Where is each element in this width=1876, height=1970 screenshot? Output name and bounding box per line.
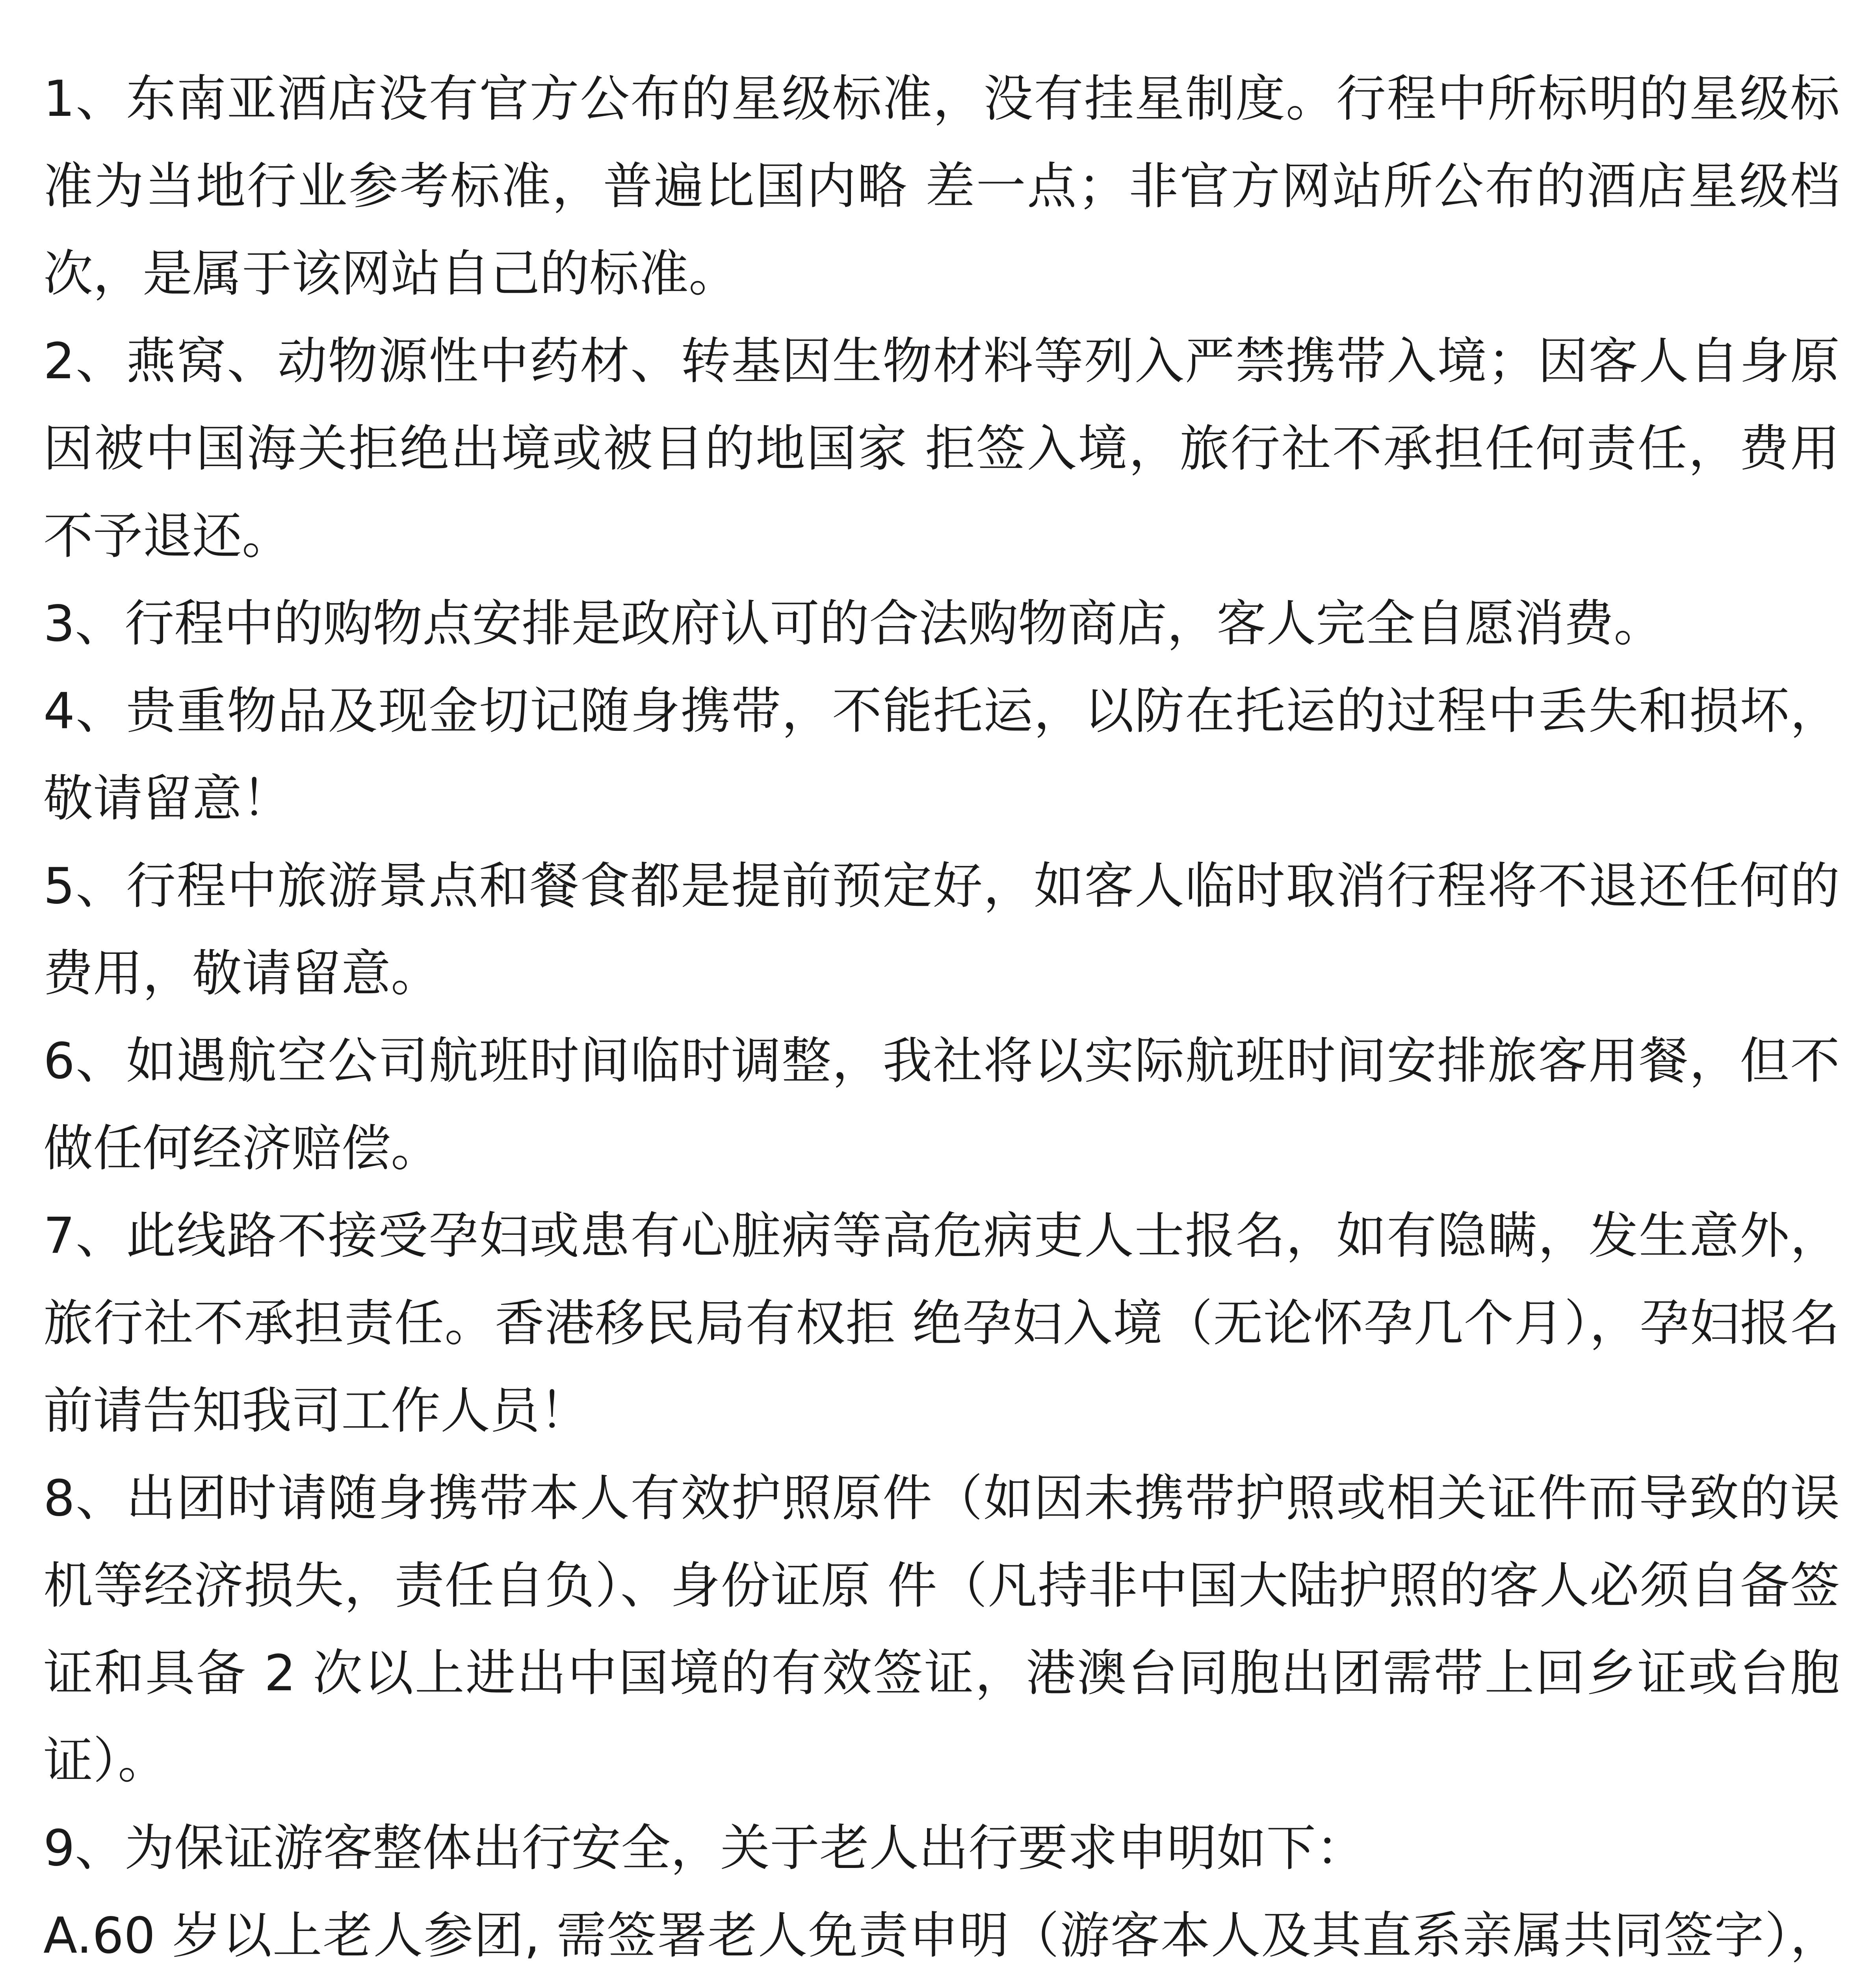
- note-5: 5、行程中旅游景点和餐食都是提前预定好，如客人临时取消行程将不退还任何的费用，敬请留意。: [43, 857, 1840, 1002]
- note-9a: A.60 岁以上老人参团, 需签署老人免责申明（游客本人及其直系亲属共同签字），: [43, 1907, 1840, 1964]
- note-7: 7、此线路不接受孕妇或患有心脏病等高危病吏人士报名，如有隐瞒，发生意外，旅行社不承担责任。香港移民局有权拒 绝孕妇入境（无论怀孕几个月），孕妇报名前请告知我司工作人员！: [43, 1207, 1840, 1440]
- note-2: 2、燕窝、动物源性中药材、转基因生物材料等列入严禁携带入境；因客人自身原因被中国海关拒绝出境或被目的地国家 拒签入境，旅行社不承担任何责任，费用不予退还。: [43, 332, 1840, 565]
- note-3: 3、行程中的购物点安排是政府认可的合法购物商店，客人完全自愿消费。: [43, 595, 1664, 652]
- note-4: 4、贵重物品及现金切记随身携带，不能托运，以防在托运的过程中丢失和损坏，敬请留意！: [43, 682, 1840, 827]
- notes-list: [43, 55, 1840, 1970]
- note-6: 6、如遇航空公司航班时间临时调整，我社将以实际航班时间安排旅客用餐，但不做任何经济赔偿。: [43, 1032, 1840, 1177]
- note-8: 8、出团时请随身携带本人有效护照原件（如因未携带护照或相关证件而导致的误机等经济损失，责任自负）、身份证原 件（凡持非中国大陆护照的客人必须自备签证和具备 2 次以上进出中国境的有效签证，港澳台同胞出团需带上回乡证或台胞证）。: [43, 1469, 1840, 1790]
- note-1: 1、东南亚酒店没有官方公布的星级标准，没有挂星制度。行程中所标明的星级标准为当地行业参考标准，普遍比国内略 差一点；非官方网站所公布的酒店星级档次，是属于该网站自己的标准。: [43, 70, 1840, 303]
- note-9: 9、为保证游客整体出行安全，关于老人出行要求申明如下：: [43, 1819, 1366, 1877]
